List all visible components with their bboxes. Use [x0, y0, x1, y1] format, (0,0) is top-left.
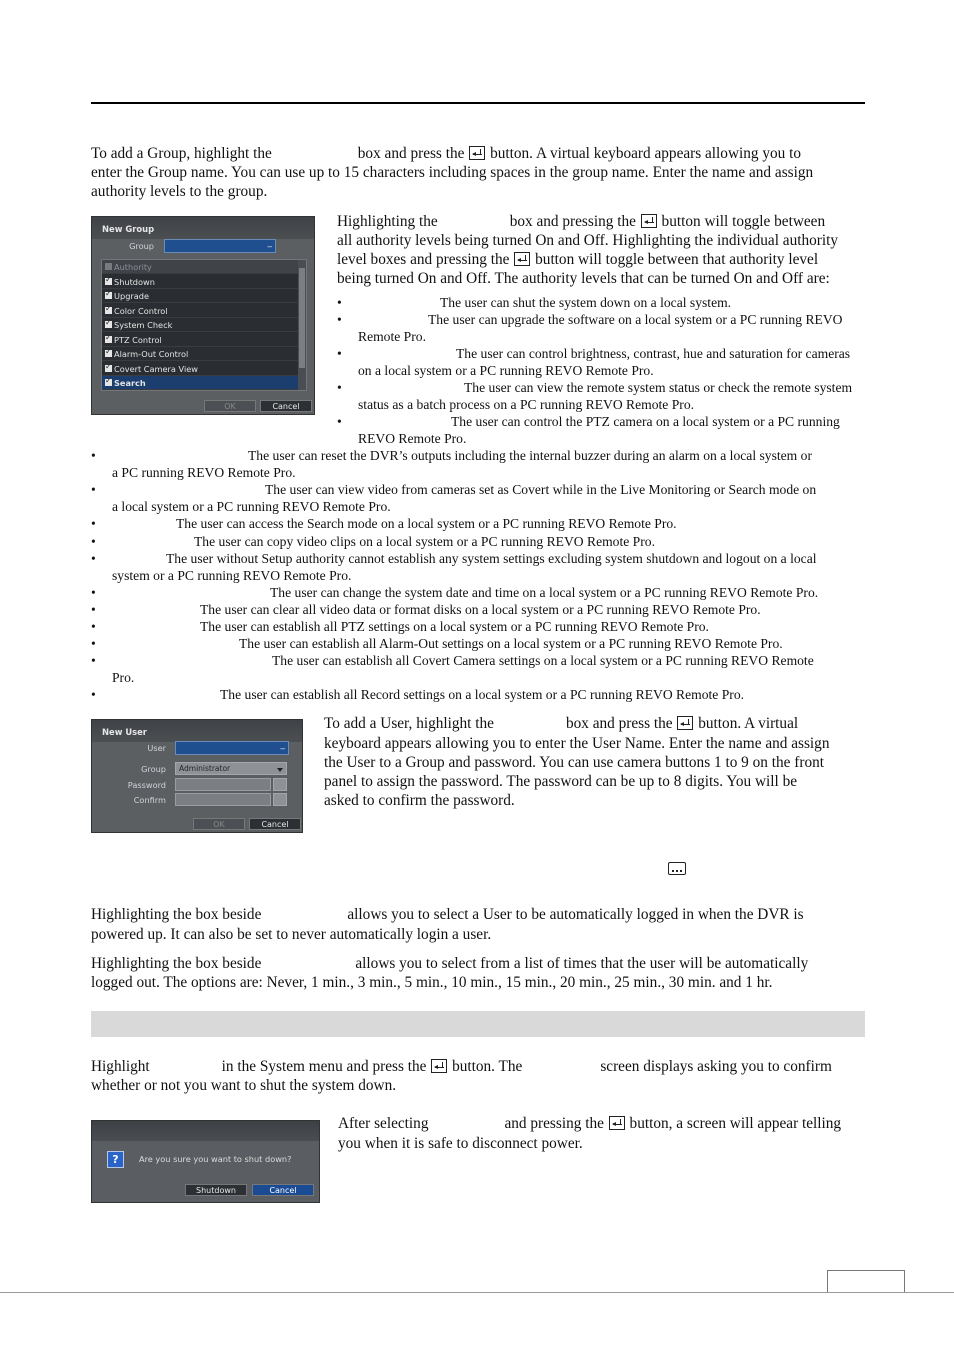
shutdown-button[interactable]: Shutdown — [185, 1184, 247, 1196]
ok-button[interactable]: OK — [193, 818, 245, 830]
autologin-line-2: powered up. It can also be set to never automatically login a user. — [91, 926, 492, 943]
user-para-line-3: the User to a Group and password. You can use camera buttons 1 to 9 on the front — [324, 754, 825, 771]
cancel-button[interactable]: Cancel — [260, 400, 312, 412]
authority-all-checkbox[interactable]: Authority — [102, 260, 298, 274]
shutdown-para-line-1: After selecting and pressing the button, a screen will appear telling — [338, 1115, 842, 1132]
authority-ptz-control[interactable]: ✓ PTZ Control — [102, 333, 298, 347]
group-label: Group — [141, 764, 166, 774]
group-label: Group — [129, 241, 154, 251]
authority-system-check[interactable]: ✓ System Check — [102, 318, 298, 332]
confirm-keypad-button[interactable] — [273, 793, 287, 806]
intro-line-3: authority levels to the group. — [91, 183, 268, 200]
authority-shutdown[interactable]: ✓ Shutdown — [102, 275, 298, 289]
bullet-setup: • The user without Setup authority cannot establish any system settings excluding system shutdown and logout on a local system or a PC running REVO Remote Pro. — [91, 551, 817, 583]
enter-icon — [677, 716, 693, 730]
ok-button[interactable]: OK — [204, 400, 256, 412]
section-header-bar — [91, 1011, 865, 1037]
confirm-field[interactable] — [175, 793, 271, 806]
bullet-record-setup: • The user can establish all Record settings on a local system or a PC running REVO Remote Pro. — [91, 687, 745, 702]
intro-line-2: enter the Group name. You can use up to 15 characters including spaces in the group name. Enter the name and assign — [91, 164, 814, 181]
group-para-line-3: level boxes and pressing the button will toggle between that authority level — [337, 251, 819, 268]
user-para-line-2: keyboard appears allowing you to enter the User Name. Enter the name and assign — [324, 735, 830, 752]
new-group-dialog — [91, 216, 315, 415]
user-label: User — [147, 743, 166, 753]
group-para-line-2: all authority levels being turned On and Off. Highlighting the individual authority — [337, 232, 839, 249]
shutdown-question: Are you sure you want to shut down? — [139, 1154, 292, 1164]
bullet-covert-camera-setup: • The user can establish all Covert Camera settings on a local system or a PC running REVO Remote Pro. — [91, 653, 814, 685]
group-para-line-1: Highlighting the box and pressing the button will toggle between — [337, 213, 826, 230]
authority-upgrade[interactable]: ✓ Upgrade — [102, 289, 298, 303]
confirm-label: Confirm — [133, 795, 166, 805]
authority-scrollbar[interactable] — [298, 260, 306, 390]
new-user-dialog — [91, 719, 303, 833]
bullet-upgrade: • The user can upgrade the software on a local system or a PC running REVO Remote Pro. — [337, 312, 843, 344]
group-para-line-4: being turned On and Off. The authority levels that can be turned On and Off are: — [337, 270, 830, 287]
authority-alarm-out-control[interactable]: ✓ Alarm-Out Control — [102, 347, 298, 361]
password-field[interactable] — [175, 778, 271, 791]
bullet-search: • The user can access the Search mode on a local system or a PC running REVO Remote Pro. — [91, 516, 677, 531]
cancel-button[interactable]: Cancel — [252, 1184, 314, 1196]
shutdown-para-line-2: you when it is safe to disconnect power. — [338, 1135, 583, 1152]
autologout-line-2: logged out. The options are: Never, 1 min., 3 min., 5 min., 10 min., 15 min., 20 min., 25 min., 30 min. and 1 hr. — [91, 974, 773, 991]
user-name-field[interactable]: _ — [175, 741, 289, 755]
bullet-ptz-setup: • The user can establish all PTZ settings on a local system or a PC running REVO Remote Pro. — [91, 619, 709, 634]
dialog-title: New User — [92, 720, 302, 742]
user-para-line-5: asked to confirm the password. — [324, 792, 515, 809]
page-number-tab — [827, 1270, 905, 1292]
bullet-clear-data: • The user can clear all video data or format disks on a local system or a PC running REVO Remote Pro. — [91, 602, 761, 617]
authority-list — [101, 259, 307, 391]
bullet-clip-copy: • The user can copy video clips on a local system or a PC running REVO Remote Pro. — [91, 534, 655, 549]
enter-icon — [514, 252, 530, 266]
dialog-title: New Group — [92, 217, 314, 239]
authority-color-control[interactable]: ✓ Color Control — [102, 304, 298, 318]
bullet-system-check: • The user can view the remote system status or check the remote system status as a batch process on a PC running REVO Remote Pro. — [337, 380, 853, 412]
autologin-line-1: Highlighting the box beside allows you to select a User to be automatically logged in when the DVR is — [91, 906, 804, 923]
group-select[interactable]: Administrator — [175, 762, 287, 775]
autologout-line-1: Highlighting the box beside allows you to select from a list of times that the user will be automatically — [91, 955, 809, 972]
dialog-titlebar — [92, 1121, 319, 1141]
bullet-alarm-out-control: • The user can reset the DVR’s outputs including the internal buzzer during an alarm on a local system or a PC running REVO Remote Pro. — [91, 448, 812, 480]
password-keypad-button[interactable] — [273, 778, 287, 791]
authority-covert-camera-view[interactable]: ✓ Covert Camera View — [102, 362, 298, 376]
intro-line-1: To add a Group, highlight the box and press the button. A virtual keyboard appears allowing you to — [91, 145, 802, 162]
bullet-shutdown: • The user can shut the system down on a local system. — [337, 295, 732, 310]
bullet-ptz-control: • The user can control the PTZ camera on a local system or a PC running REVO Remote Pro. — [337, 414, 840, 446]
user-para-line-4: panel to assign the password. The password can be up to 8 digits. You will be — [324, 773, 798, 790]
enter-icon — [609, 1116, 625, 1130]
enter-icon — [641, 214, 657, 228]
bullet-alarm-out-setup: • The user can establish all Alarm-Out settings on a local system or a PC running REVO Remote Pro. — [91, 636, 783, 651]
enter-icon — [431, 1059, 447, 1073]
user-para-line-1: To add a User, highlight the box and press the button. A virtual — [324, 715, 799, 732]
shutdown-intro-line-2: whether or not you want to shut the system down. — [91, 1077, 397, 1094]
enter-icon — [469, 146, 485, 160]
password-label: Password — [127, 780, 166, 790]
group-name-field[interactable]: _ — [164, 239, 276, 253]
header-rule — [91, 102, 865, 104]
chevron-down-icon — [277, 768, 283, 772]
authority-search[interactable]: ✓ Search — [102, 376, 298, 390]
bullet-date-time: • The user can change the system date and time on a local system or a PC running REVO Remote Pro. — [91, 585, 819, 600]
shutdown-dialog — [91, 1120, 320, 1203]
cancel-button[interactable]: Cancel — [249, 818, 301, 830]
bullet-covert-camera-view: • The user can view video from cameras set as Covert while in the Live Monitoring or Search mode on a local system or a PC running REVO Remote Pro. — [91, 482, 817, 514]
footer-rule — [0, 1292, 954, 1293]
ellipsis-button-icon — [668, 862, 686, 875]
question-icon: ? — [107, 1151, 124, 1168]
shutdown-intro-line-1: Highlight in the System menu and press the button. The screen displays asking you to confirm — [91, 1058, 832, 1075]
bullet-color-control: • The user can control brightness, contrast, hue and saturation for cameras on a local system or a PC running REVO Remote Pro. — [337, 346, 851, 378]
